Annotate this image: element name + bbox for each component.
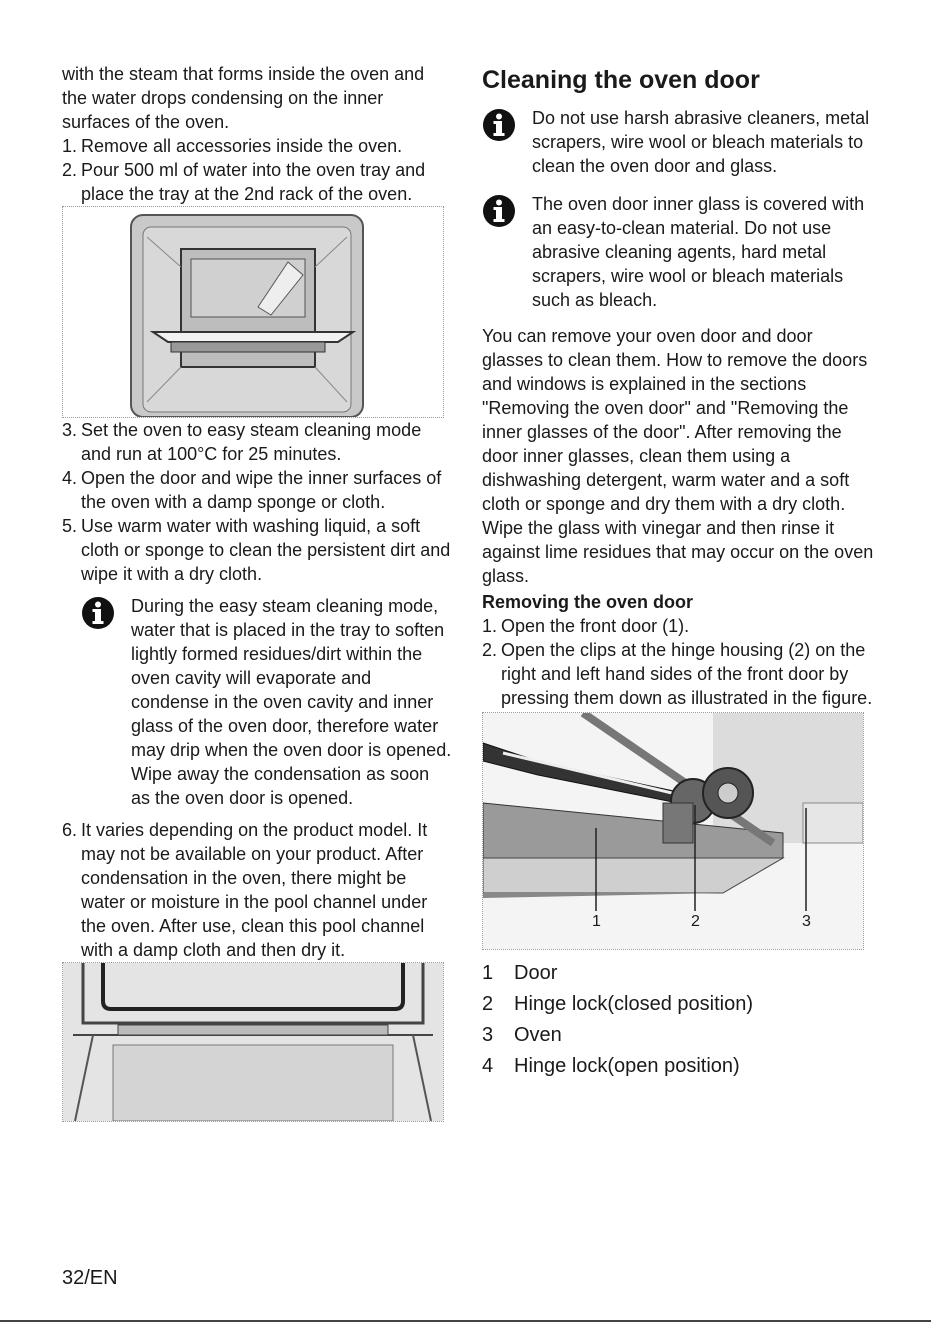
section-heading: Cleaning the oven door [482, 66, 760, 94]
hinge-figure [482, 712, 864, 950]
note-text: During the easy steam cleaning mode, water that is placed in the tray to soften lightly formed residues/dirt within the oven cavity will evaporate and condense in the oven cavity and inner glass of the oven door, therefore water may drip when the oven door is opened. Wipe away the condensation as soon as the oven door is opened. [131, 596, 452, 808]
note-text: Do not use harsh abrasive cleaners, metal scrapers, wire wool or bleach materials to clean the oven door and glass. [532, 108, 870, 176]
list-item: 3. Set the oven to easy steam cleaning mode and run at 100°C for 25 minutes. [62, 420, 422, 464]
steps-list-c [62, 818, 452, 962]
info-note [482, 106, 877, 178]
list-item: 1. Remove all accessories inside the oven. [62, 136, 403, 156]
list-item: 5. Use warm water with washing liquid, a soft cloth or sponge to clean the persistent dirt and wipe it with a dry cloth. [62, 516, 451, 584]
figure-label-3: 3 [802, 913, 811, 930]
note-text: The oven door inner glass is covered with an easy-to-clean material. Do not use abrasive cleaning agents, hard metal scrapers, wire wool or bleach materials such as bleach. [532, 194, 865, 310]
figure-label-1: 1 [592, 913, 601, 930]
intro-text: with the steam that forms inside the oven and the water drops condensing on the inner surfaces of the oven. [62, 64, 425, 132]
door-cleaning-paragraph: You can remove your oven door and door glasses to clean them. How to remove the doors and windows is explained in the sections "Removing the oven door" and "Removing the inner glasses of the door". After removing the door inner glasses, clean them using a dishwashing detergent, warm water and a soft cloth or sponge and dry them with a dry cloth. Wipe the glass with vinegar and then rinse it against lime residues that may occur on the oven glass. [482, 326, 874, 586]
list-item: 1. Open the front door (1). [482, 616, 690, 636]
steps-list-b [62, 418, 452, 586]
figure-legend [482, 958, 877, 1082]
list-item: 4 Hinge lock(open position) [482, 1055, 740, 1077]
info-icon [482, 194, 516, 228]
pool-channel-figure [62, 962, 444, 1122]
list-item: 2 Hinge lock(closed position) [482, 993, 754, 1015]
right-column [482, 62, 877, 1082]
oven-tray-illustration [63, 207, 443, 417]
info-note [482, 192, 877, 312]
removal-steps-list [482, 614, 877, 710]
oven-tray-figure [62, 206, 444, 418]
list-item: 4. Open the door and wipe the inner surfaces of the oven with a damp sponge or cloth. [62, 468, 442, 512]
pool-channel-illustration [63, 963, 443, 1121]
info-note [81, 594, 452, 810]
subheading: Removing the oven door [482, 592, 694, 612]
bottom-rule [0, 1320, 931, 1322]
list-item: 2. Open the clips at the hinge housing (2) on the right and left hand sides of the front door by pressing them down as illustrated in the figure. [482, 640, 873, 708]
left-column [62, 62, 452, 1122]
list-item: 6. It varies depending on the product model. It may not be available on your product. After condensation in the oven, there might be water or moisture in the pool channel under the oven. After use, clean this pool channel with a damp cloth and then dry it. [62, 820, 428, 960]
list-item: 3 Oven [482, 1024, 562, 1046]
info-icon [482, 108, 516, 142]
steps-list-a [62, 134, 452, 206]
page-number: 32/EN [62, 1267, 118, 1289]
info-icon [81, 596, 115, 630]
figure-label-2: 2 [691, 913, 700, 930]
list-item: 2. Pour 500 ml of water into the oven tray and place the tray at the 2nd rack of the oven. [62, 160, 426, 204]
list-item: 1 Door [482, 962, 558, 984]
